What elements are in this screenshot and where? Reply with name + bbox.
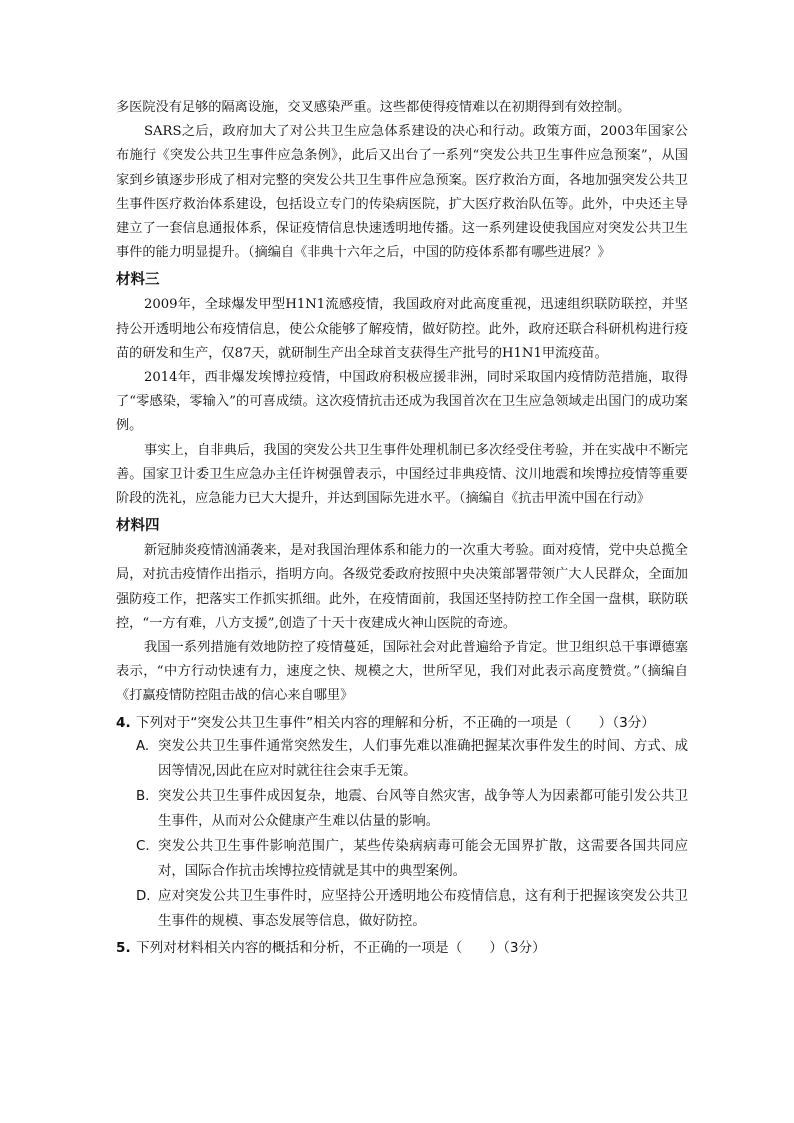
material4-paragraph-1: 新冠肺炎疫情汹涌袭来，是对我国治理体系和能力的一次重大考验。面对疫情，党中央总揽全局，对抗击疫情作出指示，指明方向。各级党委政府按照中央决策部署带领广大人民群众，全面加强防疫工作，把落实工作抓实抓细。此外，在疫情面前，我国还坚持防控工作全国一盘棋，联防联控，“一方有难，八方支援”,创造了十天十夜建成火神山医院的奇迹。 bbox=[116, 543, 688, 631]
option-text: 突发公共卫生事件通常突然发生，人们事先难以准确把握某次事件发生的时间、方式、成因等情况,因此在应对时就往往会束手无策。 bbox=[158, 739, 688, 779]
material3-source: （摘编自《抗击甲流中国在行动》 bbox=[458, 491, 651, 507]
material3-paragraph-2: 2014年，西非爆发埃博拉疫情，中国政府积极应援非洲，同时采取国内疫情防范措施，取得了“零感染，零输入”的可喜成绩。这次疫情抗击还成为我国首次在卫生应急领域走出国门的成功案例。 bbox=[116, 370, 688, 434]
material3-heading: 材料三 bbox=[116, 272, 160, 289]
question-4-option-c[interactable] bbox=[136, 835, 688, 884]
material2-source: （摘编自《非典十六年之后，中国的防疫体系都有哪些进展？》 bbox=[247, 245, 611, 261]
option-text: 突发公共卫生事件成因复杂，地震、台风等自然灾害，战争等人为因素都可能引发公共卫生事件，从而对公众健康产生难以估量的影响。 bbox=[158, 789, 688, 829]
material2-paragraph-text: SARS之后，政府加大了对公共卫生应急体系建设的决心和行动。政策方面，2003年国家公布施行《突发公共卫生事件应急条例》，此后又出台了一系列“突发公共卫生事件应急预案”，从国家到乡镇逐步形成了相对完整的突发公共卫生事件应急预案。医疗救治方面，各地加强突发公共卫生事件医疗救治体系建设，包括设立专门的传染病医院，扩大医疗救治队伍等。此外，中央还主导建立了一套信息通报体系，保证疫情信息快速透明地传播。这一系列建设使我国应对突发公共卫生事件的能力明显提升。 bbox=[116, 124, 688, 261]
question-5-stem: 下列对材料相关内容的概括和分析，不正确的一项是（ ）（3分） bbox=[136, 940, 546, 957]
material2-paragraph bbox=[116, 120, 688, 265]
material2-tail: 多医院没有足够的隔离设施，交叉感染严重。这些都使得疫情难以在初期得到有效控制。 bbox=[116, 100, 631, 115]
question-4-stem: 下列对于“突发公共卫生事件”相关内容的理解和分析，不正确的一项是（ ）（3分） bbox=[136, 714, 655, 731]
option-letter: D. bbox=[136, 889, 151, 905]
material3-paragraph-1: 2009年，全球爆发甲型H1N1流感疫情，我国政府对此高度重视，迅速组织联防联控，并坚持公开透明地公布疫情信息，使公众能够了解疫情，做好防控。此外，政府还联合科研机构进行疫苗的研发和生产，仅87天，就研制生产出全球首支获得生产批号的H1N1甲流疫苗。 bbox=[116, 297, 688, 361]
option-letter: C. bbox=[136, 839, 150, 855]
question-4-option-d[interactable] bbox=[136, 885, 688, 934]
material4-source: （摘编自《打赢疫情防控阻击战的信心来自哪里》 bbox=[116, 664, 688, 704]
question-4-number: 4. bbox=[116, 714, 131, 731]
option-text: 应对突发公共卫生事件时，应坚持公开透明地公布疫情信息，这有利于把握该突发公共卫生事件的规模、事态发展等信息，做好防控。 bbox=[158, 889, 688, 929]
question-5 bbox=[116, 936, 688, 961]
option-letter: B. bbox=[136, 789, 150, 805]
question-4-option-a[interactable] bbox=[136, 735, 688, 784]
exam-page bbox=[116, 96, 688, 961]
option-letter: A. bbox=[136, 739, 150, 755]
question-4 bbox=[116, 711, 688, 736]
material4-paragraph-2-text: 我国一系列措施有效地防控了疫情蔓延，国际社会对此普遍给予肯定。世卫组织总干事谭德塞表示，“中方行动快速有力，速度之快、规模之大，世所罕见，我们对此表示高度赞赏。” bbox=[116, 640, 688, 680]
material3-paragraph-3-text: 事实上，自非典后，我国的突发公共卫生事件处理机制已多次经受住考验，并在实战中不断完善。国家卫计委卫生应急办主任许树强曾表示，中国经过非典疫情、汶川地震和埃博拉疫情等重要阶段的洗礼，应急能力已大大提升，并达到国际先进水平。 bbox=[116, 442, 688, 507]
question-5-number: 5. bbox=[116, 940, 131, 957]
material4-paragraph-2 bbox=[116, 636, 688, 709]
material3-paragraph-3 bbox=[116, 439, 688, 512]
material4-heading: 材料四 bbox=[116, 518, 160, 535]
question-4-option-b[interactable] bbox=[136, 785, 688, 834]
option-text: 突发公共卫生事件影响范围广，某些传染病病毒可能会无国界扩散，这需要各国共同应对，国际合作抗击埃博拉疫情就是其中的典型案例。 bbox=[158, 839, 688, 879]
